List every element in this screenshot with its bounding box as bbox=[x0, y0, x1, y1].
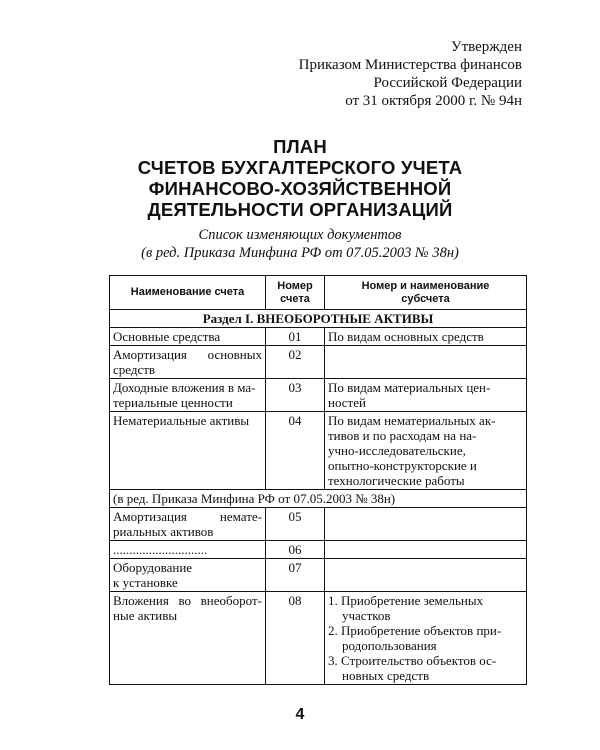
name-line: Оборудование bbox=[113, 560, 193, 575]
title-line: ДЕЯТЕЛЬНОСТИ ОРГАНИЗАЦИЙ bbox=[147, 199, 453, 220]
table-header-row bbox=[110, 276, 527, 310]
account-name bbox=[110, 592, 266, 685]
subtitle-line: Список изменяющих документов bbox=[198, 227, 402, 243]
section-row bbox=[110, 310, 527, 328]
amendments-subtitle bbox=[0, 226, 600, 262]
sub-line: По видам основных средств bbox=[328, 329, 484, 344]
approval-block bbox=[299, 38, 522, 110]
amendment-note: (в ред. Приказа Минфина РФ от 07.05.2003 № 38н) bbox=[110, 490, 527, 508]
table-row bbox=[110, 541, 527, 559]
sub-line: тивов и по расходам на на- bbox=[328, 428, 477, 443]
table-row bbox=[110, 346, 527, 379]
account-name bbox=[110, 328, 266, 346]
header-label: Наименование счета bbox=[130, 286, 245, 298]
sub-line: родопользования bbox=[342, 638, 437, 653]
table-row bbox=[110, 328, 527, 346]
account-number: 07 bbox=[266, 559, 325, 592]
table-row bbox=[110, 559, 527, 592]
header-label: Номер bbox=[277, 279, 313, 292]
account-number: 08 bbox=[266, 592, 325, 685]
account-number: 04 bbox=[266, 412, 325, 490]
header-account-name bbox=[110, 276, 266, 310]
section-title: Раздел I. ВНЕОБОРОТНЫЕ АКТИВЫ bbox=[110, 310, 527, 328]
name-line: ные активы bbox=[113, 608, 178, 623]
subaccount bbox=[325, 412, 527, 490]
table-row bbox=[110, 379, 527, 412]
header-subaccount bbox=[325, 276, 527, 310]
account-name bbox=[110, 541, 266, 559]
subaccount bbox=[325, 508, 527, 541]
subaccount bbox=[325, 379, 527, 412]
sub-line: 3. Строительство объектов ос- bbox=[328, 653, 497, 668]
name-line: Вложения во внеоборот- bbox=[113, 593, 262, 608]
sub-line: технологические работы bbox=[328, 473, 465, 488]
subaccount bbox=[325, 559, 527, 592]
account-number: 05 bbox=[266, 508, 325, 541]
sub-line: новных средств bbox=[342, 668, 430, 683]
name-line: Нематериальные активы bbox=[113, 413, 250, 428]
name-line: Доходные вложения в ма- bbox=[113, 380, 256, 395]
approval-line: Утвержден bbox=[450, 39, 522, 55]
name-line: к установке bbox=[113, 575, 178, 590]
subaccount bbox=[325, 346, 527, 379]
name-line: ............................. bbox=[113, 542, 208, 557]
sub-line: 1. Приобретение земельных bbox=[328, 593, 484, 608]
header-label: счета bbox=[280, 292, 310, 305]
account-name bbox=[110, 508, 266, 541]
amendment-row bbox=[110, 490, 527, 508]
header-label: субсчета bbox=[401, 292, 450, 305]
header-account-number bbox=[266, 276, 325, 310]
sub-line: По видам нематериальных ак- bbox=[328, 413, 496, 428]
account-name bbox=[110, 346, 266, 379]
subaccount bbox=[325, 541, 527, 559]
account-name bbox=[110, 412, 266, 490]
sub-line: По видам материальных цен- bbox=[328, 380, 491, 395]
accounts-table bbox=[109, 275, 527, 685]
name-line: Амортизация немате- bbox=[113, 509, 262, 524]
account-name bbox=[110, 379, 266, 412]
table-row bbox=[110, 412, 527, 490]
subtitle-line: (в ред. Приказа Минфина РФ от 07.05.2003 № 38н) bbox=[141, 245, 459, 261]
name-line: Амортизация основных bbox=[113, 347, 262, 362]
subaccount bbox=[325, 328, 527, 346]
sub-line: учно-исследовательские, bbox=[328, 443, 466, 458]
name-line: средств bbox=[113, 362, 156, 377]
account-number: 02 bbox=[266, 346, 325, 379]
sub-line: ностей bbox=[328, 395, 366, 410]
approval-line: Российской Федерации bbox=[373, 75, 522, 91]
header-label: Номер и наименование bbox=[361, 279, 490, 292]
table-row bbox=[110, 592, 527, 685]
name-line: риальных активов bbox=[113, 524, 214, 539]
document-title bbox=[0, 136, 600, 220]
account-number: 06 bbox=[266, 541, 325, 559]
page-number: 4 bbox=[295, 706, 305, 723]
approval-line: Приказом Министерства финансов bbox=[298, 57, 522, 73]
sub-line: участков bbox=[342, 608, 391, 623]
sub-line: 2. Приобретение объектов при- bbox=[328, 623, 502, 638]
title-line: СЧЕТОВ БУХГАЛТЕРСКОГО УЧЕТА bbox=[137, 157, 463, 178]
name-line: Основные средства bbox=[113, 329, 221, 344]
table-row bbox=[110, 508, 527, 541]
title-line: ПЛАН bbox=[273, 136, 327, 157]
subaccount bbox=[325, 592, 527, 685]
account-name bbox=[110, 559, 266, 592]
approval-line: от 31 октября 2000 г. № 94н bbox=[345, 93, 522, 109]
sub-line: опытно-конструкторские и bbox=[328, 458, 477, 473]
account-number: 03 bbox=[266, 379, 325, 412]
title-line: ФИНАНСОВО-ХОЗЯЙСТВЕННОЙ bbox=[148, 178, 452, 199]
name-line: териальные ценности bbox=[113, 395, 233, 410]
account-number: 01 bbox=[266, 328, 325, 346]
